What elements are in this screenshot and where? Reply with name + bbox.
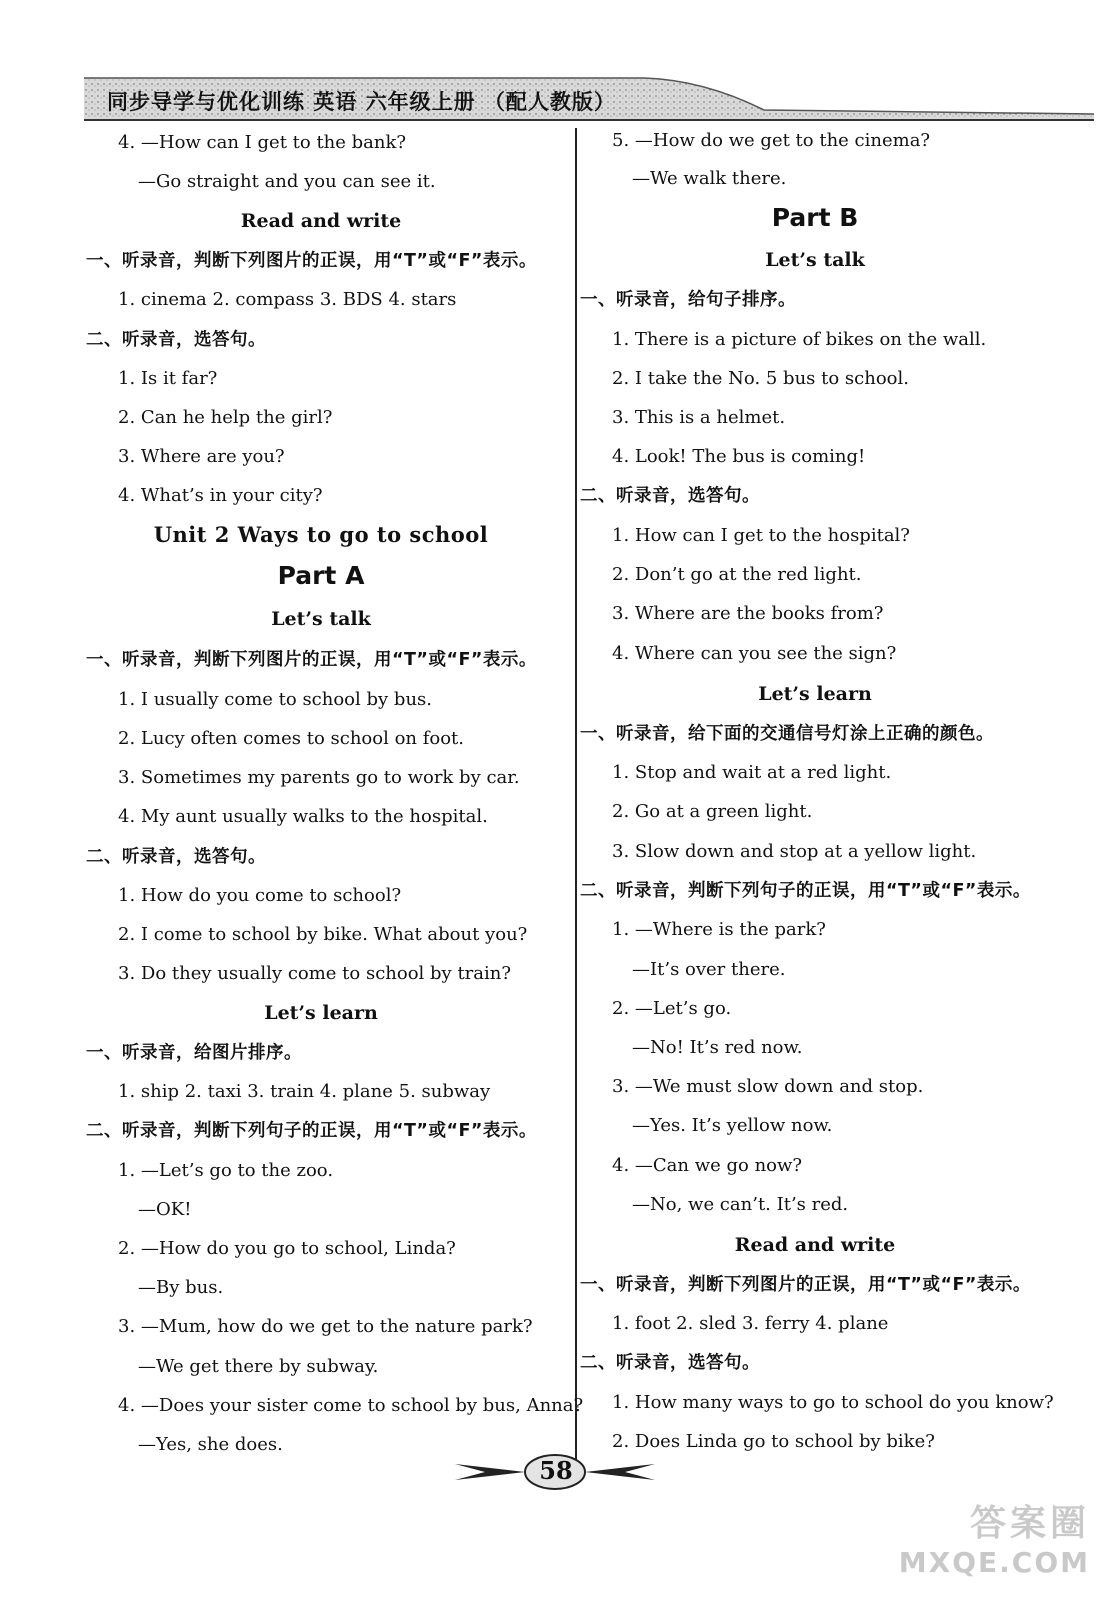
part-heading: Part A bbox=[277, 561, 365, 590]
list-item: 1. ship 2. taxi 3. train 4. plane 5. subway bbox=[118, 1081, 491, 1102]
section-instruction: 一、听录音，给句子排序。 bbox=[580, 290, 796, 310]
section-heading: Read and write bbox=[734, 1234, 896, 1256]
dialogue-response: —No! It’s red now. bbox=[632, 1037, 803, 1058]
list-item: 4. Look! The bus is coming! bbox=[612, 446, 866, 467]
list-item: 2. Lucy often comes to school on foot. bbox=[118, 728, 465, 749]
dialogue-response: —Yes. It’s yellow now. bbox=[632, 1115, 833, 1136]
section-instruction: 一、听录音，给图片排序。 bbox=[86, 1043, 302, 1063]
section-instruction: 二、听录音，选答句。 bbox=[86, 847, 266, 867]
list-item: 1. foot 2. sled 3. ferry 4. plane bbox=[612, 1313, 889, 1334]
dialogue-response: —Go straight and you can see it. bbox=[138, 171, 436, 192]
column-divider bbox=[575, 128, 577, 1483]
section-instruction: 一、听录音，判断下列图片的正误，用“T”或“F”表示。 bbox=[580, 1275, 1031, 1295]
section-instruction: 二、听录音，判断下列句子的正误，用“T”或“F”表示。 bbox=[580, 881, 1031, 901]
list-item: 2. I come to school by bike. What about you? bbox=[118, 924, 528, 945]
list-item: 1. Is it far? bbox=[118, 368, 218, 389]
section-instruction: 一、听录音，判断下列图片的正误，用“T”或“F”表示。 bbox=[86, 251, 537, 271]
list-item: 3. This is a helmet. bbox=[612, 407, 786, 428]
list-item: 3. Where are the books from? bbox=[612, 603, 884, 624]
watermark-bottom: MXQE.COM bbox=[898, 1546, 1090, 1579]
list-item: 1. cinema 2. compass 3. BDS 4. stars bbox=[118, 289, 457, 310]
list-item: 4. My aunt usually walks to the hospital. bbox=[118, 806, 488, 827]
watermark bbox=[890, 1502, 1090, 1592]
section-heading: Read and write bbox=[240, 210, 402, 232]
list-item: 2. —Let’s go. bbox=[612, 998, 732, 1019]
section-instruction: 二、听录音，选答句。 bbox=[86, 330, 266, 350]
list-item: 3. Slow down and stop at a yellow light. bbox=[612, 841, 977, 862]
list-item: 3. —We must slow down and stop. bbox=[612, 1076, 924, 1097]
dialogue-response: —We walk there. bbox=[632, 168, 787, 189]
list-item: 1. I usually come to school by bus. bbox=[118, 689, 432, 710]
section-instruction: 二、听录音，选答句。 bbox=[580, 486, 760, 506]
list-item: 2. —How do you go to school, Linda? bbox=[118, 1238, 456, 1259]
part-heading: Part B bbox=[771, 203, 859, 232]
list-item: 3. —Mum, how do we get to the nature park? bbox=[118, 1316, 533, 1337]
section-heading: Let’s learn bbox=[758, 683, 872, 705]
section-instruction: 一、听录音，给下面的交通信号灯涂上正确的颜色。 bbox=[580, 724, 994, 744]
list-item: 1. How many ways to go to school do you know? bbox=[612, 1392, 1054, 1413]
section-heading: Let’s learn bbox=[264, 1002, 378, 1024]
dialogue-response: —We get there by subway. bbox=[138, 1356, 379, 1377]
list-item: 1. There is a picture of bikes on the wall. bbox=[612, 329, 987, 350]
watermark-top: 答案圈 bbox=[969, 1503, 1090, 1544]
list-item: 2. Does Linda go to school by bike? bbox=[612, 1431, 935, 1452]
section-instruction: 二、听录音，选答句。 bbox=[580, 1353, 760, 1373]
section-heading: Let’s talk bbox=[765, 249, 865, 271]
list-item: 3. Sometimes my parents go to work by car. bbox=[118, 767, 520, 788]
list-item: 2. Go at a green light. bbox=[612, 801, 813, 822]
list-item: 1. —Let’s go to the zoo. bbox=[118, 1160, 334, 1181]
list-item: 1. How do you come to school? bbox=[118, 885, 402, 906]
dialogue-response: —OK! bbox=[138, 1199, 192, 1220]
page-number: 58 bbox=[539, 1456, 573, 1485]
dialogue-response: —No, we can’t. It’s red. bbox=[632, 1194, 849, 1215]
unit-heading: Unit 2 Ways to go to school bbox=[153, 522, 489, 547]
list-item: 3. Do they usually come to school by train? bbox=[118, 963, 512, 984]
section-instruction: 二、听录音，判断下列句子的正误，用“T”或“F”表示。 bbox=[86, 1121, 537, 1141]
list-item: 1. Stop and wait at a red light. bbox=[612, 762, 892, 783]
header-title: 同步导学与优化训练 英语 六年级上册 （配人教版） bbox=[107, 90, 616, 114]
list-item: 4. —Does your sister come to school by bus, Anna? bbox=[118, 1395, 584, 1416]
list-item: 5. —How do we get to the cinema? bbox=[612, 130, 931, 151]
list-item: 2. Don’t go at the red light. bbox=[612, 564, 862, 585]
list-item: 4. —How can I get to the bank? bbox=[118, 132, 407, 153]
list-item: 1. —Where is the park? bbox=[612, 919, 826, 940]
list-item: 2. Can he help the girl? bbox=[118, 407, 333, 428]
list-item: 1. How can I get to the hospital? bbox=[612, 525, 910, 546]
list-item: 2. I take the No. 5 bus to school. bbox=[612, 368, 909, 389]
list-item: 4. What’s in your city? bbox=[118, 485, 323, 506]
list-item: 3. Where are you? bbox=[118, 446, 285, 467]
dialogue-response: —Yes, she does. bbox=[138, 1434, 283, 1455]
list-item: 4. Where can you see the sign? bbox=[612, 643, 897, 664]
section-instruction: 一、听录音，判断下列图片的正误，用“T”或“F”表示。 bbox=[86, 650, 537, 670]
page-number-ornament bbox=[455, 1452, 655, 1492]
list-item: 4. —Can we go now? bbox=[612, 1155, 803, 1176]
dialogue-response: —By bus. bbox=[138, 1277, 224, 1298]
dialogue-response: —It’s over there. bbox=[632, 959, 786, 980]
section-heading: Let’s talk bbox=[271, 608, 371, 630]
